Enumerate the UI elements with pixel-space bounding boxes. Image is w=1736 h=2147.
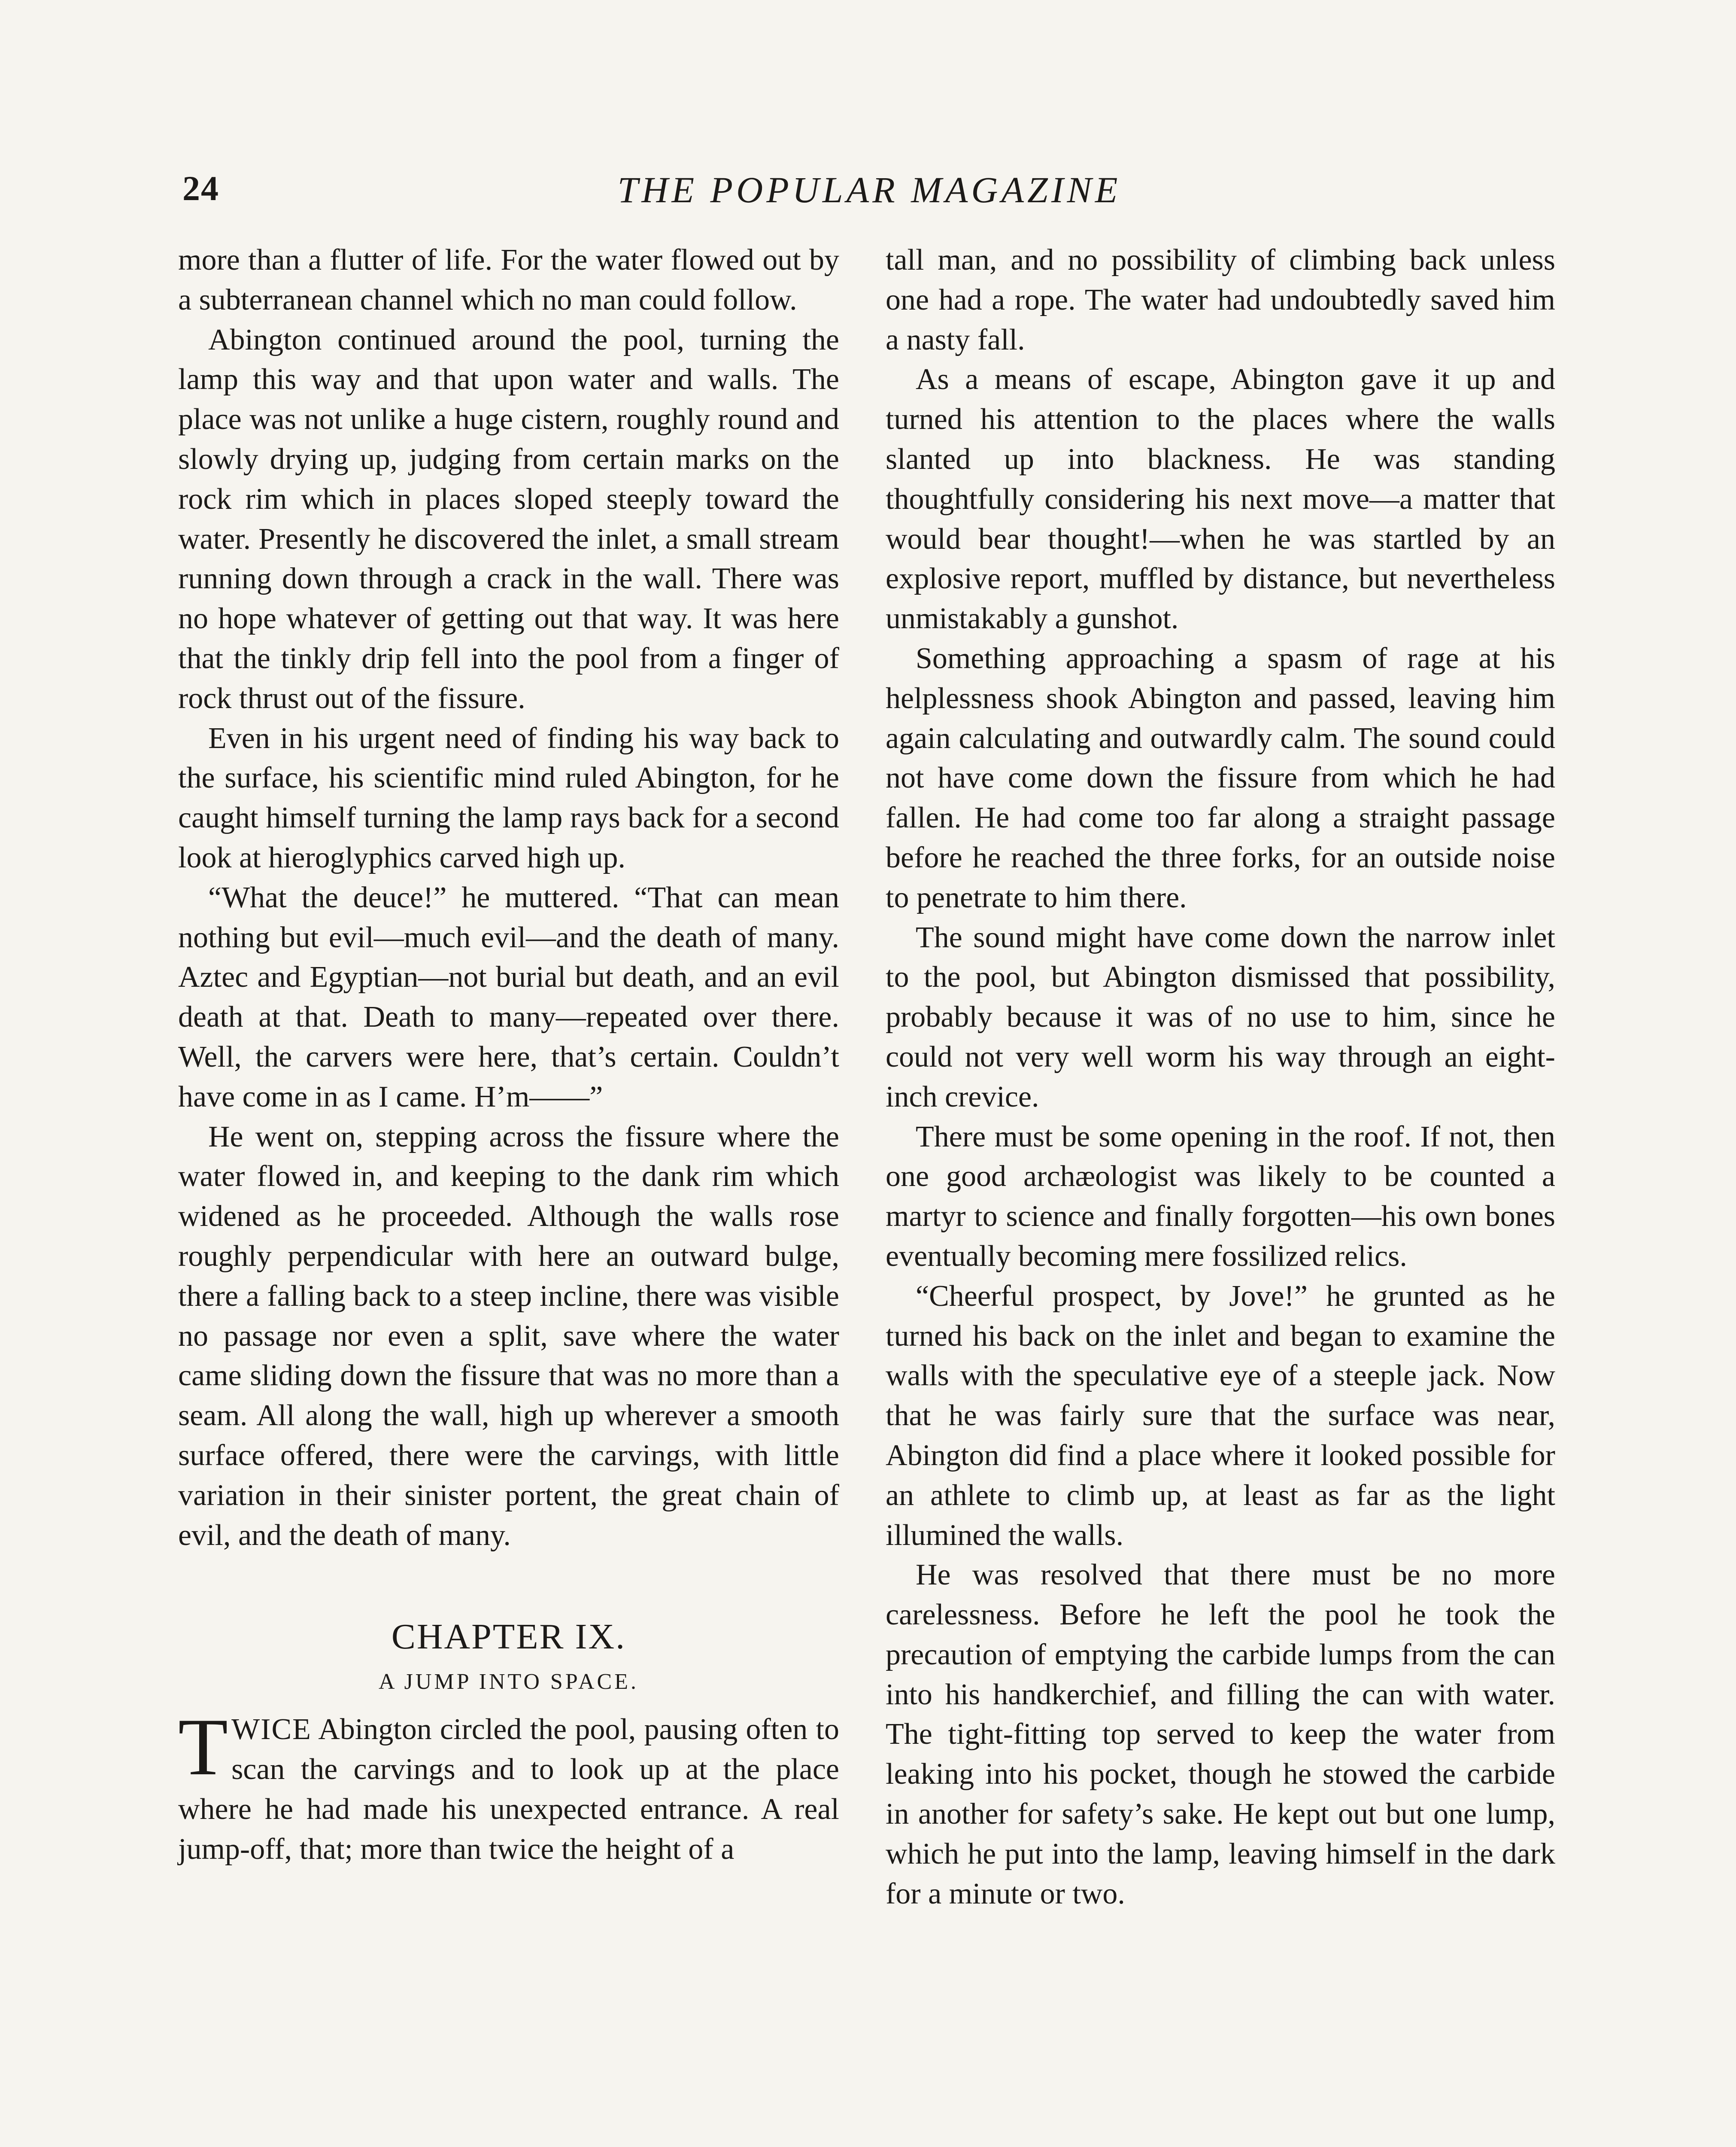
- paragraph: He went on, stepping across the fissure where the water flowed in, and keeping to the dank rim which widened as he proceeded. Although the walls rose roughly perpendicular with here an outward bulge, there a falling back to a steep incline, there was visible no passage nor even a split, save where the water came sliding down the fissure that was no more than a seam. All along the wall, high up wherever a smooth surface offered, there were the carvings, with little variation in their sinister portent, the great chain of evil, and the death of many.: [178, 1120, 839, 1552]
- paragraph: “What the deuce!” he muttered. “That can mean nothing but evil—much evil—and the death of many. Aztec and Egyptian—not burial but death, and an evil death at that. Death to many—repeated over there. Well, the carvers were here, that’s certain. Couldn’t have come in as I came. H’m——”: [178, 881, 839, 1113]
- page-number: 24: [182, 169, 219, 208]
- paragraph: Abington continued around the pool, turning the lamp this way and that upon water and walls. The place was not unlike a huge cistern, roughly round and slowly drying up, judging from certain marks on the rock rim which in places sloped steeply toward the water. Presently he discovered the inlet, a small stream running down through a crack in the wall. There was no hope whatever of getting out that way. It was here that the tinkly drip fell into the pool from a finger of rock thrust out of the fissure.: [178, 323, 839, 715]
- running-title: THE POPULAR MAGAZINE: [617, 169, 1121, 210]
- paragraph: “Cheerful prospect, by Jove!” he grunted as he turned his back on the inlet and began to examine the walls with the speculative eye of a steeple jack. Now that he was fairly sure that the surface was near, Abington did find a place where it looked possible for an athlete to climb up, at least as far as the light illumined the walls.: [886, 1279, 1555, 1552]
- drop-cap: T: [178, 1702, 228, 1793]
- chapter-heading: [178, 1615, 839, 1701]
- paragraph: As a means of escape, Abington gave it up and turned his attention to the places where the walls slanted up into blackness. He was standing thoughtfully considering his next move—a matter that would bear thought!—when he was startled by an explosive report, muffled by distance, but nevertheless unmistakably a gunshot.: [886, 363, 1555, 636]
- left-column: [178, 240, 839, 1869]
- paragraph: Even in his urgent need of finding his way back to the surface, his scientific mind ruled Abington, for he caught himself turning the lamp rays back for a second look at hieroglyphics carved high up.: [178, 721, 839, 874]
- chapter-opening-paragraph: [178, 1702, 839, 1869]
- chapter-title: CHAPTER IX.: [391, 1617, 626, 1657]
- page-header: [182, 168, 1556, 216]
- paragraph: Something approaching a spasm of rage at his helplessness shook Abington and passed, leaving him again calculating and outwardly calm. The sound could not have come down the fissure from which he had fallen. He had come too far along a straight passage before he reached the three forks, for an outside noise to penetrate to him there.: [886, 642, 1555, 914]
- paragraph: The sound might have come down the narrow inlet to the pool, but Abington dismissed that possibility, probably because it was of no use to him, since he could not very well worm his way through an eight-inch crevice.: [886, 921, 1555, 1113]
- paragraph: There must be some opening in the roof. If not, then one good archæologist was likely to be counted a martyr to science and finally forgotten—his own bones eventually becoming mere fossilized relics.: [886, 1120, 1555, 1273]
- paragraph: He was resolved that there must be no more carelessness. Before he left the pool he took the precaution of emptying the carbide lumps from the can into his handkerchief, and filling the can with water. The tight-fitting top served to keep the water from leaking into his pocket, though he stowed the carbide in another for safety’s sake. He kept out but one lump, which he put into the lamp, leaving himself in the dark for a minute or two.: [886, 1558, 1555, 1910]
- right-column: [886, 240, 1555, 1914]
- paragraph: tall man, and no possibility of climbing back unless one had a rope. The water had undoubtedly saved him a nasty fall.: [886, 243, 1555, 356]
- chapter-subtitle: A JUMP INTO SPACE.: [378, 1670, 639, 1694]
- opening-caps: WICE: [231, 1713, 312, 1746]
- paragraph: more than a flutter of life. For the water flowed out by a subterranean channel which no man could follow.: [178, 243, 839, 316]
- opening-text: Abington circled the pool, pausing often to scan the carvings and to look up at the place where he had made his unexpected entrance. A real jump-off, that; more than twice the height of a: [178, 1713, 839, 1866]
